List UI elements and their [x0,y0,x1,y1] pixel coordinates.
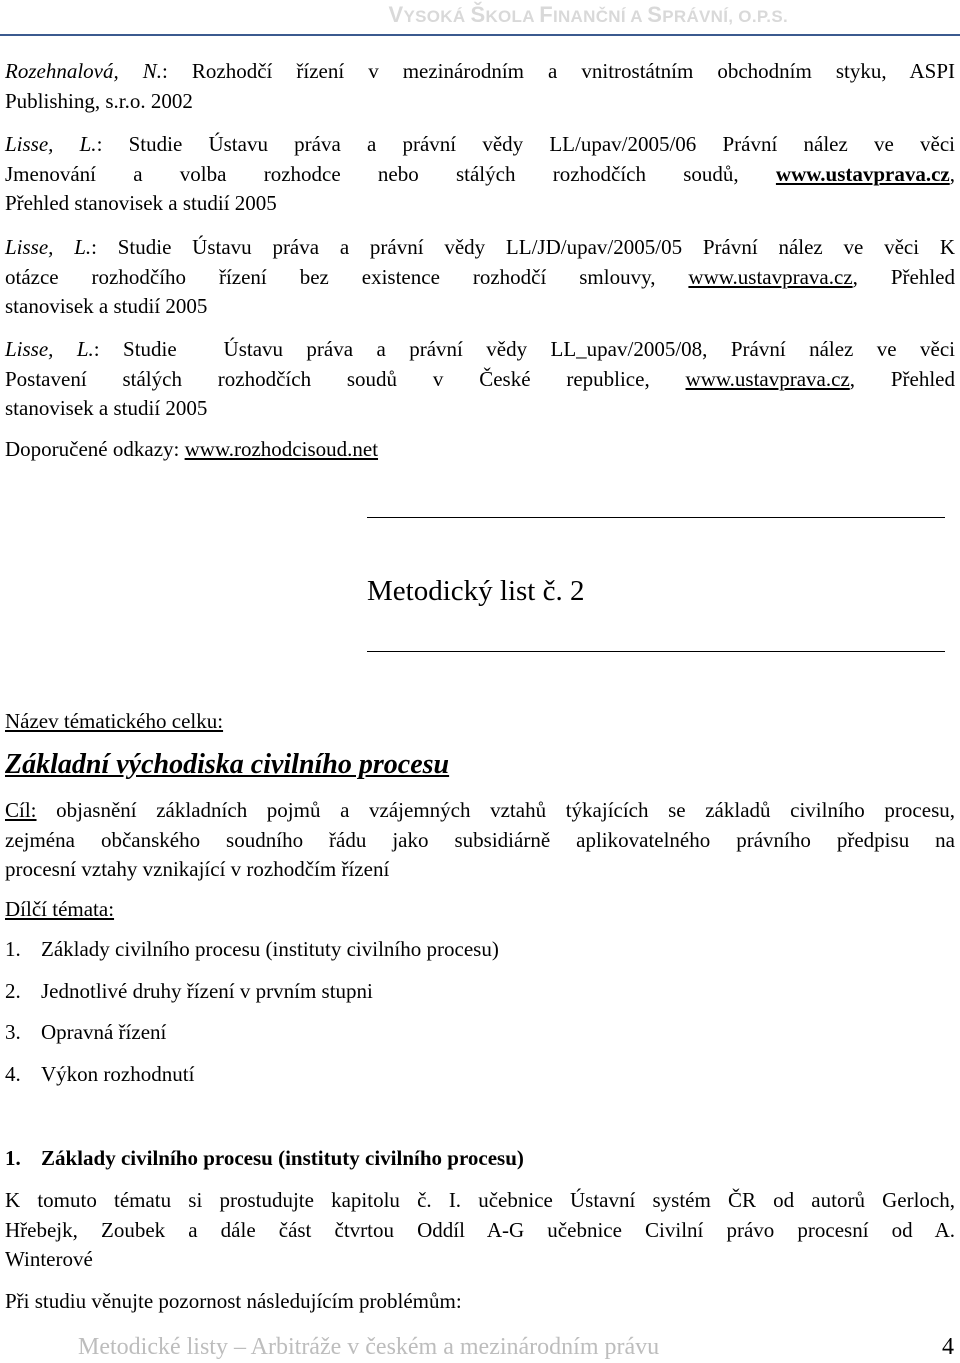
subtopics-label [5,897,114,922]
footer-text: Metodické listy – Arbitráže v českém a mezinárodním právu [78,1334,660,1360]
topic-title [5,749,449,781]
subtopic-text: Základy civilního procesu (instituty civilního procesu) [41,937,499,961]
header-initial: V [388,2,404,27]
subtopic-number: 1. [5,937,21,961]
study-paragraph [5,1186,955,1275]
goal-label: Cíl: [5,798,37,822]
page-footer [78,1334,956,1361]
reference-lisse-3 [5,335,955,424]
goal-paragraph [5,796,955,885]
subtopic-item [5,1020,166,1045]
subtopic-item [5,1062,194,1087]
page-number: 4 [942,1334,954,1360]
attention-text: Při studiu věnujte pozornost následujícím problémům: [5,1289,462,1313]
goal-text: objasnění základních pojmů a vzájemných vztahů týkajících se základů civilního procesu, [36,798,955,822]
reference-lisse-2 [5,233,955,322]
reference-text: Postavení stálých rozhodčích soudů v České republice, [5,366,686,391]
section-number: 1. [5,1146,21,1170]
subtopic-number: 4. [5,1062,21,1086]
study-text: K tomuto tématu si prostudujte kapitolu č. I. učebnice Ústavní systém ČR od autorů Gerloch, [5,1188,955,1212]
subtopic-number: 2. [5,979,21,1003]
subtopic-item [5,979,373,1004]
header-initial: Š [470,2,486,27]
header-word: INANČNÍ A [552,7,648,26]
reference-text: , Přehled [852,264,955,289]
bottom-rule [367,651,945,652]
header-initial: S [647,2,663,27]
rozhodcisoud-link[interactable]: www.rozhodcisoud.net [184,437,379,461]
reference-text: , [949,161,955,186]
ustavprava-link[interactable]: www.ustavprava.cz [688,264,853,289]
topic-label-text: Název tématického celku: [5,709,224,733]
school-header [388,2,788,28]
header-word: PRÁVNÍ, O.P.S. [662,7,788,26]
reference-lisse-1 [5,130,955,219]
reference-author: Rozehnalová, N. [5,59,163,83]
subtopics-label-text: Dílčí témata: [5,897,115,921]
sheet-title: Metodický list č. 2 [367,575,585,607]
goal-text: zejména občanského soudního řádu jako subsidiárně aplikovatelného právního předpisu na [5,827,955,852]
reference-text: : Studie Ústavu práva a právní vědy LL/upav/2005/06 Právní nález ve věci [96,132,956,156]
header-word: KOLA [485,7,540,26]
reference-author: Lisse, L. [5,337,94,361]
subtopic-number: 3. [5,1020,21,1044]
reference-text: Přehled stanovisek a studií 2005 [5,191,277,215]
study-text: Hřebejk, Zoubek a dále část čtvrtou Oddíl A-G učebnice Civilní právo procesní od A. [5,1217,955,1242]
ustavprava-link[interactable]: www.ustavprava.cz [775,161,950,186]
reference-text: , Přehled [849,366,955,391]
section-heading [5,1146,524,1171]
reference-text: Jmenování a volba rozhodce nebo stálých rozhodčích soudů, [5,161,776,186]
recommended-label: Doporučené odkazy: [5,437,185,461]
subtopic-text: Jednotlivé druhy řízení v prvním stupni [41,979,373,1003]
ustavprava-link[interactable]: www.ustavprava.cz [685,366,850,391]
reference-author: Lisse, L. [5,132,97,156]
reference-text: : Studie Ústavu práva a právní vědy LL_upav/2005/08, Právní nález ve věci [93,337,955,361]
attention-paragraph [5,1287,955,1317]
reference-text: : Studie Ústavu práva a právní vědy LL/JD/upav/2005/05 Právní nález ve věci K [91,235,956,259]
reference-text: Publishing, s.r.o. 2002 [5,88,193,113]
reference-author: Lisse, L. [5,235,92,259]
subtopic-text: Opravná řízení [41,1020,167,1044]
topic-label [5,709,223,734]
reference-text: stanovisek a studií 2005 [5,396,208,420]
goal-text: procesní vztahy vznikající v rozhodčím řízení [5,857,390,881]
study-text: Winterové [5,1247,93,1271]
reference-text: stanovisek a studií 2005 [5,294,208,318]
header-word: YSOKÁ [403,7,471,26]
reference-text: otázce rozhodčího řízení bez existence rozhodčí smlouvy, [5,264,689,289]
reference-text: : Rozhodčí řízení v mezinárodním a vnitrostátním obchodním styku, ASPI [162,59,956,83]
header-initial: F [539,2,553,27]
topic-title-text: Základní východiska civilního procesu [5,749,450,780]
header-divider [0,34,960,36]
top-rule [367,517,945,518]
reference-rozehnalova [5,57,955,116]
recommended-links [5,435,955,465]
subtopic-text: Výkon rozhodnutí [41,1062,195,1086]
subtopic-item [5,937,499,962]
section-title: Základy civilního procesu (instituty civilního procesu) [41,1146,524,1170]
